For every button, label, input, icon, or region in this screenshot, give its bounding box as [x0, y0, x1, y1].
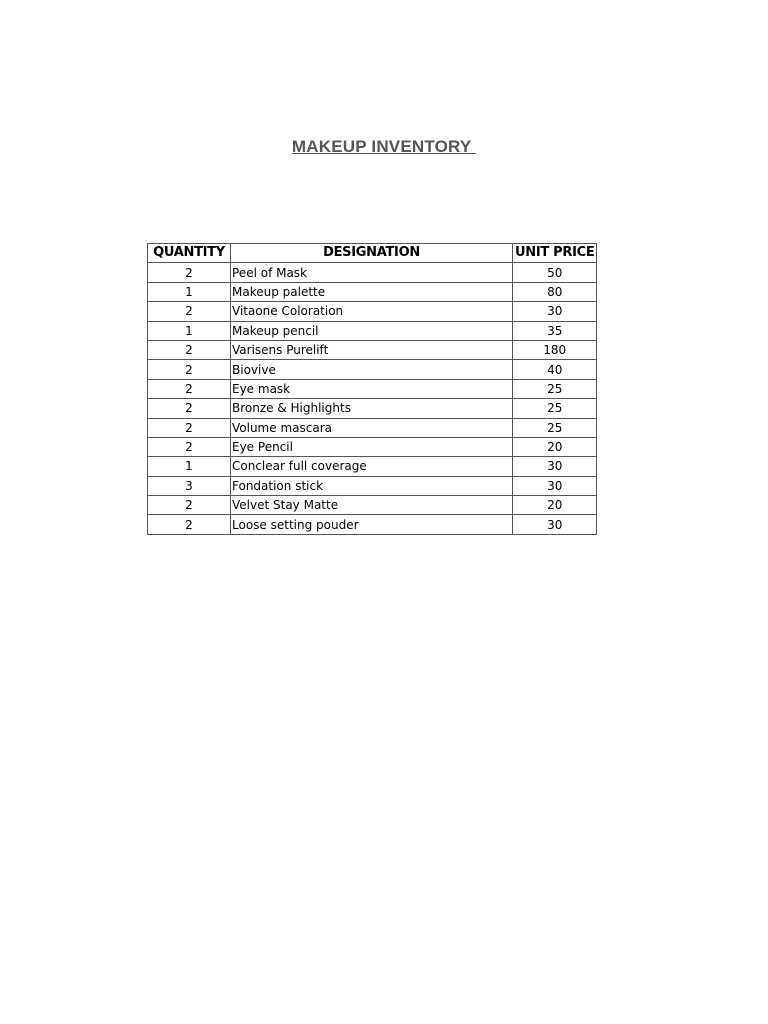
table-row — [148, 437, 597, 456]
unit-price-cell: 25 — [513, 399, 597, 418]
designation-cell: Conclear full coverage — [231, 457, 513, 476]
designation-cell: Varisens Purelift — [231, 340, 513, 359]
quantity-cell: 2 — [148, 302, 231, 321]
designation-cell: Bronze & Highlights — [231, 399, 513, 418]
unit-price-header: UNIT PRICE — [513, 244, 597, 263]
table-row — [148, 496, 597, 515]
designation-cell: Loose setting pouder — [231, 515, 513, 534]
quantity-cell: 1 — [148, 457, 231, 476]
table-row — [148, 457, 597, 476]
quantity-cell: 2 — [148, 496, 231, 515]
quantity-cell: 3 — [148, 476, 231, 495]
quantity-cell: 2 — [148, 360, 231, 379]
unit-price-cell: 40 — [513, 360, 597, 379]
table-body — [148, 263, 597, 534]
table-row — [148, 399, 597, 418]
unit-price-cell: 50 — [513, 263, 597, 282]
table-row — [148, 360, 597, 379]
unit-price-cell: 25 — [513, 379, 597, 398]
table-header-row — [148, 244, 597, 263]
unit-price-cell: 30 — [513, 457, 597, 476]
unit-price-cell: 30 — [513, 476, 597, 495]
quantity-cell: 2 — [148, 418, 231, 437]
table-row — [148, 476, 597, 495]
designation-cell: Peel of Mask — [231, 263, 513, 282]
unit-price-cell: 80 — [513, 282, 597, 301]
table-row — [148, 263, 597, 282]
table-row — [148, 379, 597, 398]
designation-cell: Fondation stick — [231, 476, 513, 495]
designation-cell: Volume mascara — [231, 418, 513, 437]
unit-price-cell: 20 — [513, 496, 597, 515]
unit-price-cell: 30 — [513, 302, 597, 321]
designation-cell: Makeup palette — [231, 282, 513, 301]
table-row — [148, 340, 597, 359]
table-row — [148, 515, 597, 534]
unit-price-cell: 30 — [513, 515, 597, 534]
unit-price-cell: 35 — [513, 321, 597, 340]
quantity-cell: 2 — [148, 515, 231, 534]
table-row — [148, 302, 597, 321]
unit-price-cell: 20 — [513, 437, 597, 456]
designation-cell: Biovive — [231, 360, 513, 379]
designation-cell: Makeup pencil — [231, 321, 513, 340]
table-row — [148, 418, 597, 437]
designation-cell: Eye Pencil — [231, 437, 513, 456]
designation-cell: Vitaone Coloration — [231, 302, 513, 321]
quantity-cell: 2 — [148, 437, 231, 456]
quantity-cell: 1 — [148, 321, 231, 340]
quantity-cell: 1 — [148, 282, 231, 301]
quantity-header: QUANTITY — [148, 244, 231, 263]
quantity-cell: 2 — [148, 340, 231, 359]
page-title: MAKEUP INVENTORY — [291, 137, 477, 156]
designation-cell: Eye mask — [231, 379, 513, 398]
quantity-cell: 2 — [148, 399, 231, 418]
table-row — [148, 282, 597, 301]
inventory-table — [147, 243, 597, 535]
unit-price-cell: 180 — [513, 340, 597, 359]
designation-cell: Velvet Stay Matte — [231, 496, 513, 515]
quantity-cell: 2 — [148, 263, 231, 282]
unit-price-cell: 25 — [513, 418, 597, 437]
table-row — [148, 321, 597, 340]
designation-header: DESIGNATION — [231, 244, 513, 263]
quantity-cell: 2 — [148, 379, 231, 398]
